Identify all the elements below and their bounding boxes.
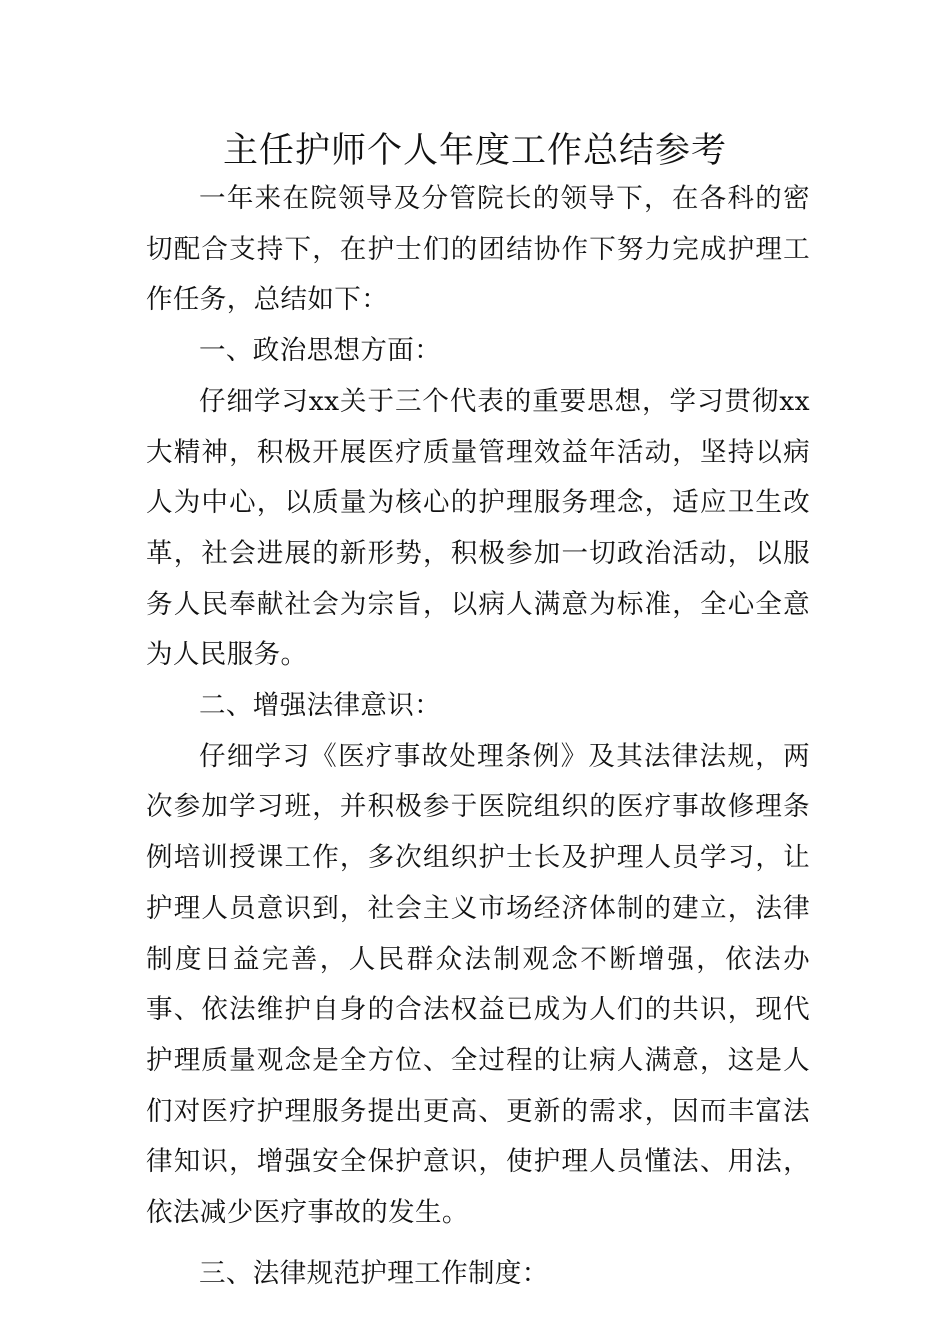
paragraph-spacer bbox=[146, 1239, 810, 1249]
section-heading-nursing-rules: 三、法律规范护理工作制度： bbox=[199, 1257, 549, 1289]
section-heading-law: 二、增强法律意识： bbox=[199, 690, 442, 722]
document-body bbox=[146, 174, 810, 1299]
document-title: 主任护师个人年度工作总结参考 bbox=[222, 131, 727, 171]
intro-paragraph: 一年来在院领导及分管院长的领导下，在各科的密切配合支持下，在护士们的团结协作下努力完成护理工作任务，总结如下： bbox=[146, 183, 810, 316]
section-heading-politics: 一、政治思想方面： bbox=[199, 335, 442, 367]
section-body-law: 仔细学习《医疗事故处理条例》及其法律法规，两次参加学习班，并积极参于医院组织的医疗事故修理条例培训授课工作，多次组织护士长及护理人员学习，让护理人员意识到，社会主义市场经济体制的建立，法律制度日益完善，人民群众法制观念不断增强，依法办事、依法维护自身的合法权益已成为人们的共识，现代护理质量观念是全方位、全过程的让病人满意，这是人们对医疗护理服务提出更高、更新的需求，因而丰富法律知识，增强安全保护意识，使护理人员懂法、用法，依法减少医疗事故的发生。 bbox=[146, 740, 810, 1229]
section-body-politics: 仔细学习xx关于三个代表的重要思想，学习贯彻xx大精神，积极开展医疗质量管理效益年活动，坚持以病人为中心，以质量为核心的护理服务理念，适应卫生改革，社会进展的新形势，积极参加一切政治活动，以服务人民奉献社会为宗旨，以病人满意为标准，全心全意为人民服务。 bbox=[146, 385, 810, 671]
